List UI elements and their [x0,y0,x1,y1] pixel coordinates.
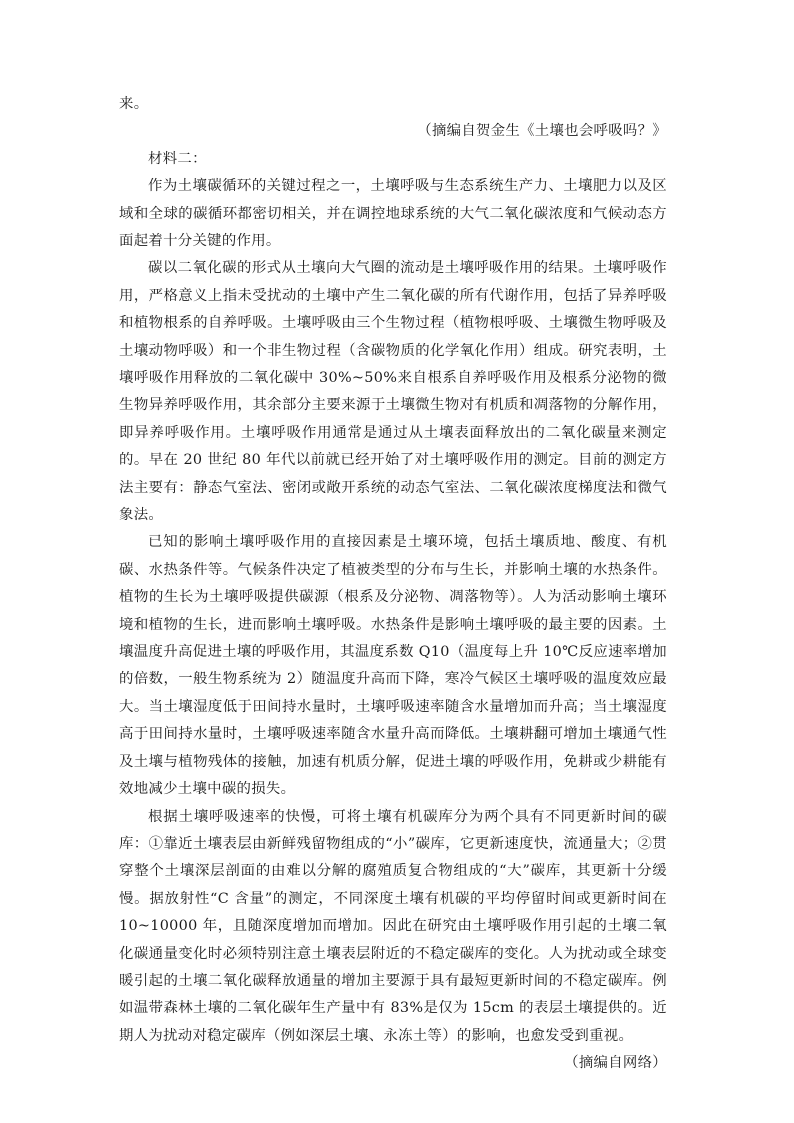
material-two-heading: 材料二： [148,150,207,167]
paragraph-4: 根据土壤呼吸速率的快慢，可将土壤有机碳库分为两个具有不同更新时间的碳库：①靠近土壤表层由新鲜残留物组成的“小”碳库，它更新速度快，流通量大；②贯穿整个土壤深层剖面的由难以分解的腐殖质复合物组成的“大”碳库，其更新十分缓慢。据放射性“C 含量”的测定，不同深度土壤有机碳的平均停留时间或更新时间在 10~10000 年，且随深度增加而增加。因此在研究由土壤呼吸作用引起的土壤二氧化碳通量变化时必须特别注意土壤表层附近的不稳定碳库的变化。人为扰动或全球变暖引起的土壤二氧化碳释放通量的增加主要源于具有最短更新时间的不稳定碳库。例如温带森林土壤的二氧化碳年生产量中有 83%是仅为 15cm 的表层土壤提供的。近期人为扰动对稳定碳库（例如深层土壤、永冻土等）的影响，也愈发受到重视。 [119,808,667,1044]
source-citation-1: （摘编自贺金生《土壤也会呼吸吗？》 [417,123,667,140]
paragraph-2: 碳以二氧化碳的形式从土壤向大气圈的流动是土壤呼吸作用的结果。土壤呼吸作用，严格意义上指未受扰动的土壤中产生二氧化碳的所有代谢作用，包括了异养呼吸和植物根系的自养呼吸。土壤呼吸由三个生物过程（植物根呼吸、土壤微生物呼吸及土壤动物呼吸）和一个非生物过程（含碳物质的化学氧化作用）组成。研究表明，土壤呼吸作用释放的二氧化碳中 30%~50%来自根系自养呼吸作用及根系分泌物的微生物异养呼吸作用，其余部分主要来源于土壤微生物对有机质和凋落物的分解作用，即异养呼吸作用。土壤呼吸作用通常是通过从土壤表面释放出的二氧化碳量来测定的。早在 20 世纪 80 年代以前就已经开始了对土壤呼吸作用的测定。目前的测定方法主要有：静态气室法、密闭或敞开系统的动态气室法、二氧化碳浓度梯度法和微气象法。 [119,260,667,524]
continued-text-line: 来。 [119,96,149,112]
source-citation-2: （摘编自网络） [564,1055,667,1072]
document-page [119,91,667,1078]
paragraph-1: 作为土壤碳循环的关键过程之一，土壤呼吸与生态系统生产力、土壤肥力以及区域和全球的碳循环都密切相关，并在调控地球系统的大气二氧化碳浓度和气候动态方面起着十分关键的作用。 [119,178,667,249]
paragraph-3: 已知的影响土壤呼吸作用的直接因素是土壤环境，包括土壤质地、酸度、有机碳、水热条件等。气候条件决定了植被类型的分布与生长，并影响土壤的水热条件。植物的生长为土壤呼吸提供碳源（根系及分泌物、凋落物等）。人为活动影响土壤环境和植物的生长，进而影响土壤呼吸。水热条件是影响土壤呼吸的最主要的因素。土壤温度升高促进土壤的呼吸作用，其温度系数 Q10（温度每上升 10℃反应速率增加的倍数，一般生物系统为 2）随温度升高而下降，寒冷气候区土壤呼吸的温度效应最大。当土壤湿度低于田间持水量时，土壤呼吸速率随含水量增加而升高；当土壤湿度高于田间持水量时，土壤呼吸速率随含水量升高而降低。土壤耕翻可增加土壤通气性及土壤与植物残体的接触，加速有机质分解，促进土壤的呼吸作用，免耕或少耕能有效地减少土壤中碳的损失。 [119,534,667,798]
